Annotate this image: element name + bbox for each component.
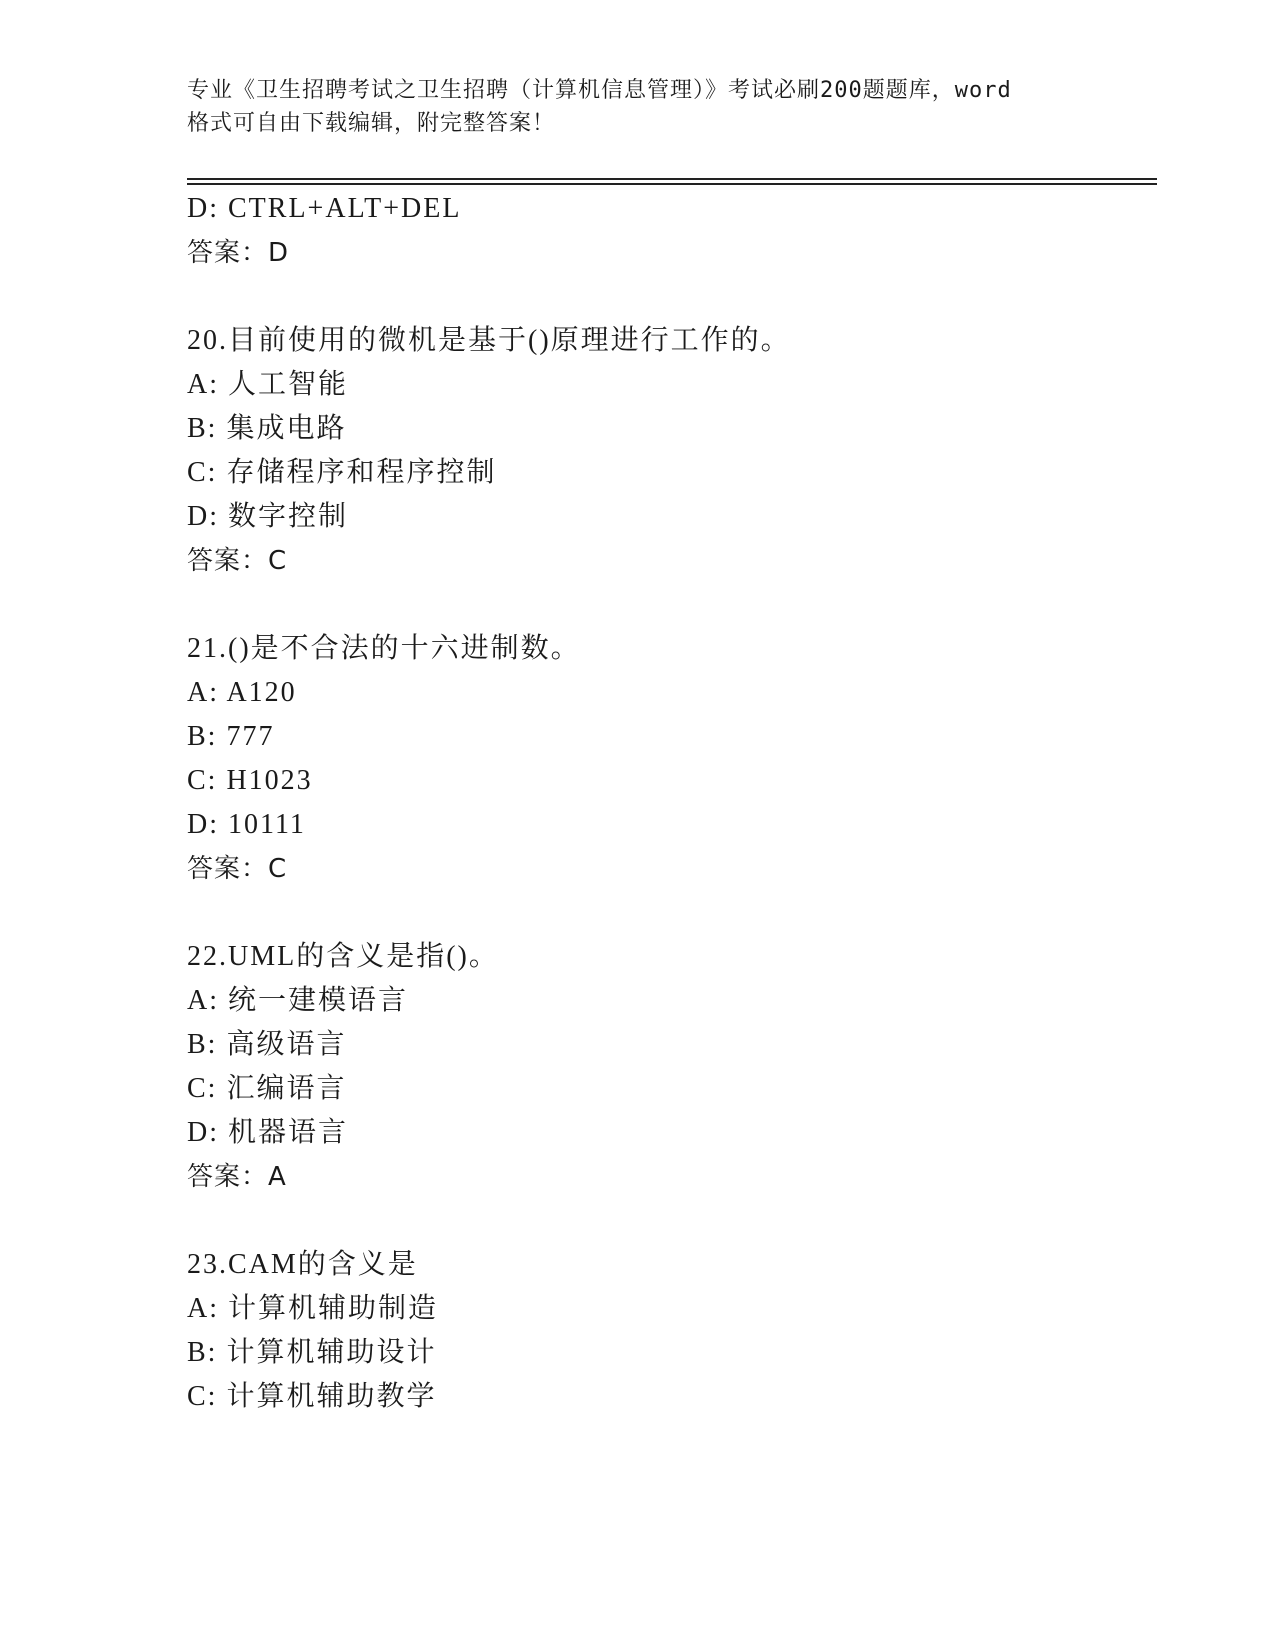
q20-option-a: A: 人工智能 (187, 369, 349, 400)
q23-option-c: C: 计算机辅助教学 (187, 1381, 437, 1412)
q20-stem: 20.目前使用的微机是基于()原理进行工作的。 (187, 325, 791, 356)
q21-option-c: C: H1023 (187, 765, 313, 796)
q21-answer: 答案：C (187, 854, 288, 884)
header-line-2: 格式可自由下载编辑，附完整答案！ (187, 111, 556, 136)
header-divider-bottom (187, 183, 1157, 185)
q21-stem: 21.()是不合法的十六进制数。 (187, 633, 581, 664)
q22-option-b: B: 高级语言 (187, 1029, 347, 1060)
q20-option-d: D: 数字控制 (187, 501, 349, 532)
q23-option-a: A: 计算机辅助制造 (187, 1293, 439, 1324)
q20-option-c: C: 存储程序和程序控制 (187, 457, 497, 488)
q19-option-d: D: CTRL+ALT+DEL (187, 193, 462, 224)
q22-option-d: D: 机器语言 (187, 1117, 349, 1148)
q21-option-d: D: 10111 (187, 809, 306, 840)
q22-stem: 22.UML的含义是指()。 (187, 941, 499, 972)
q20-answer: 答案：C (187, 546, 288, 576)
q22-option-a: A: 统一建模语言 (187, 985, 409, 1016)
header-line-1: 专业《卫生招聘考试之卫生招聘（计算机信息管理）》考试必刷200题题库，word (187, 78, 1012, 103)
document-header (187, 74, 1087, 140)
header-divider-top (187, 178, 1157, 180)
q23-stem: 23.CAM的含义是 (187, 1249, 418, 1280)
q19-answer: 答案：D (187, 238, 290, 268)
q23-option-b: B: 计算机辅助设计 (187, 1337, 437, 1368)
q20-option-b: B: 集成电路 (187, 413, 347, 444)
q22-answer: 答案：A (187, 1162, 287, 1192)
q21-option-a: A: A120 (187, 677, 297, 708)
q21-option-b: B: 777 (187, 721, 275, 752)
q22-option-c: C: 汇编语言 (187, 1073, 347, 1104)
